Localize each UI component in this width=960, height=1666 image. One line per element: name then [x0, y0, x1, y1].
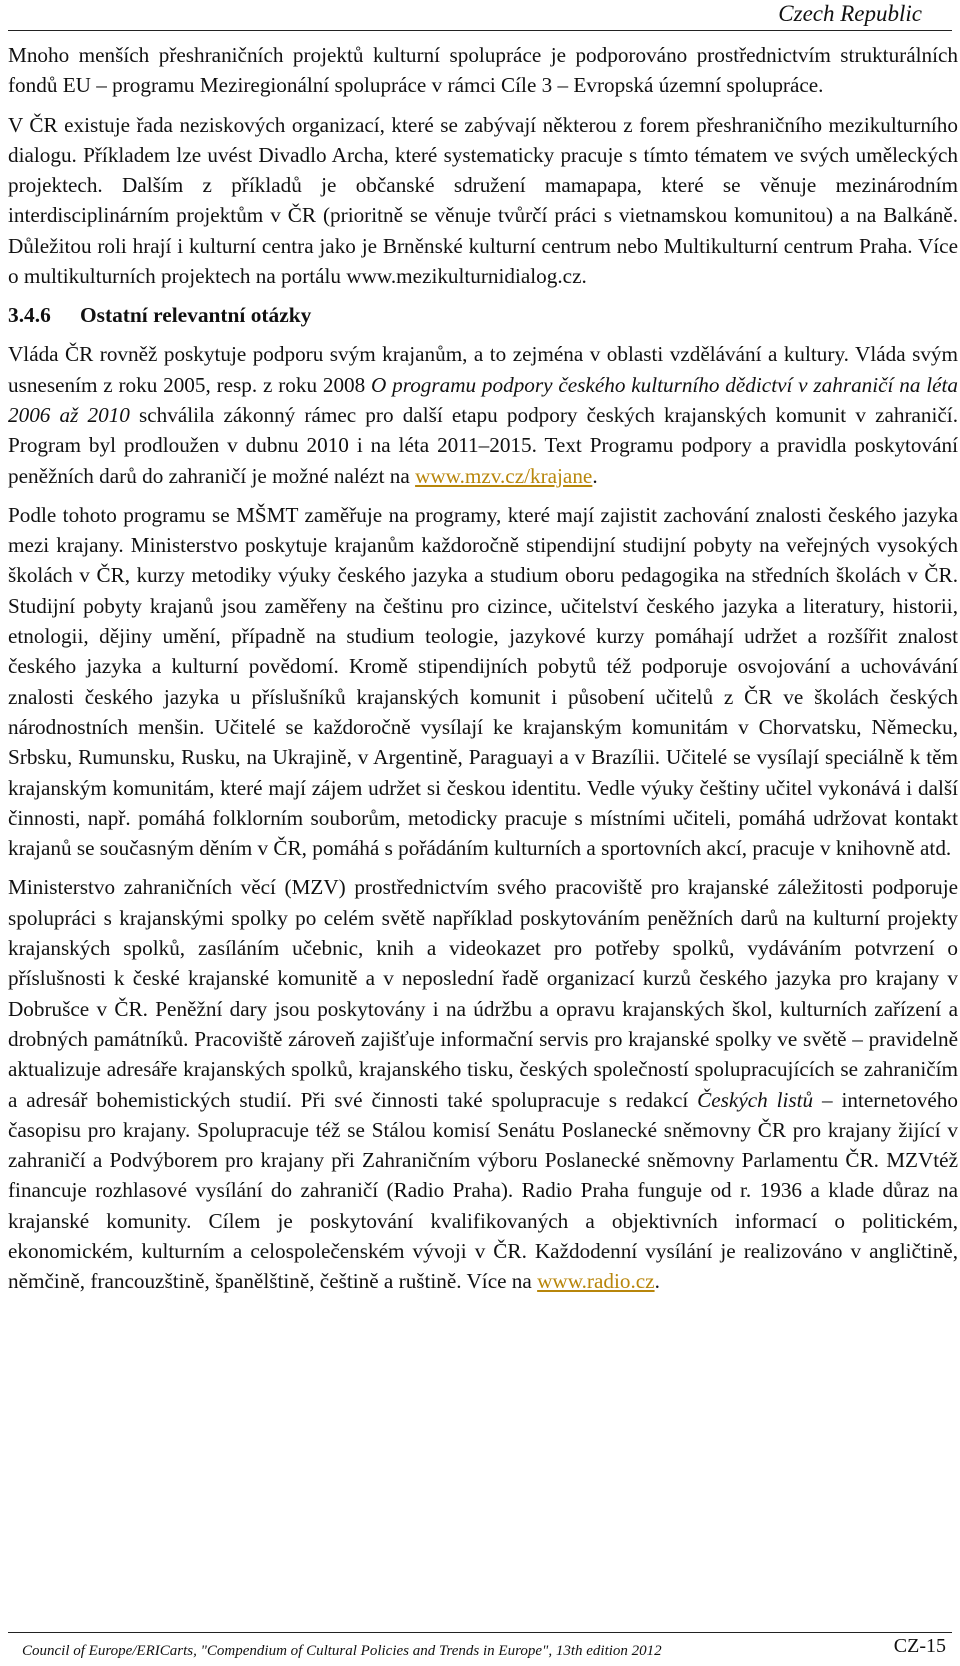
paragraph-text: – internetového časopisu pro krajany. Spolupracuje též se Stálou komisí Senátu Poslanecké sněmovny ČR pro krajany žijící v zahraničí a Podvýborem pro krajany při Zahraničním výboru Poslanecké sněmovny Parlamentu ČR. MZVtéž financuje rozhlasové vysílání do zahraničí (Radio Praha). Radio Praha funguje od r. 1936 a klade důraz na krajanské komunity. Cílem je poskytování kvalifikovaných a objektivních informací o politickém, ekonomickém, kulturním a celospolečenském vývoji v ČR. Každodenní vysílání je realizováno v angličtině, němčině, francouzštině, španělštině, češtině a ruštině. Více na: [8, 1087, 958, 1294]
footer-citation: Council of Europe/ERICarts, "Compendium of Cultural Policies and Trends in Europe", 13th edition 2012: [22, 1643, 662, 1659]
paragraph-cross-border-projects: Mnoho menších přeshraničních projektů kulturní spolupráce je podporováno prostřednictvím strukturálních fondů EU – programu Meziregionální spolupráce v rámci Cíle 3 – Evropská územní spolupráce.: [8, 43, 958, 98]
radio-cz-link[interactable]: www.radio.cz: [537, 1269, 655, 1294]
paragraph-text: schválila zákonný rámec pro další etapu podpory českých krajanských komunit v zahraničí. Program byl prodloužen v dubnu 2010 i na léta 2011–2015. Text Programu podpory a pravidla poskytování peněžních darů do zahraničí je možné nalézt na: [8, 402, 958, 488]
paragraph-text: Ministerstvo zahraničních věcí (MZV) prostřednictvím svého pracoviště pro krajanské záležitosti podporuje spolupráci s krajanskými spolky po celém světě například poskytováním peněžních darů na kulturní projekty krajanských spolků, zasíláním učebnic, knih a videokazet pro potřeby spolků, vydáváním potvrzení o příslušnosti k české krajanské komunitě a v neposlední řadě organizací kurzů českého jazyka pro krajany v Dobrušce v ČR. Peněžní dary jsou poskytovány i na údržbu a opravu krajanských škol, kulturních zařízení a drobných památníků. Pracoviště zároveň zajišťuje informační servis pro krajanské spolky ve světě – pravidelně aktualizuje adresáře krajanských spolků, krajanského tisku, českých společností spolupracujících se zahraničím a adresář bohemistických studií. Při své činnosti také spolupracuje s redakcí: [8, 875, 958, 1112]
paragraph-government-support: [8, 339, 958, 490]
page-header: [8, 0, 952, 31]
paragraph-msmt-programs: Podle tohoto programu se MŠMT zaměřuje na programy, které mají zajistit zachování znalosti českého jazyka mezi krajany. Ministerstvo poskytuje krajanům každoročně stipendijní studijní pobyty na veřejných vysokých školách v ČR, kurzy metodiky výuky českého jazyka a studium oboru pedagogika na středních školách v ČR. Studijní pobyty krajanů jsou zaměřeny na češtinu pro cizince, učitelství českého jazyka a literatury, historii, etnologii, dějiny umění, případně na studium teologie, jazykové kurzy pomáhají udržet a rozšířit znalost českého jazyka a kulturní povědomí. Kromě stipendijních pobytů též podporuje osvojování a uchovávání znalosti českého jazyka u příslušníků krajanských komunit i působení učitelů z ČR ve školách českých národnostních menšin. Učitelé se každoročně vysílají ke krajanským komunitám v Chorvatsku, Německu, Srbsku, Rumunsku, Rusku, na Ukrajině, v Argentině, Paraguayi a v Brazílii. Učitelé se vysílají speciálně k těm krajanským komunitám, které mají zájem udržet si českou identitu. Vedle výuky češtiny učitel vykonává i další činnosti, např. pomáhá folklorním souborům, metodicky pracuje s místními učiteli, pomáhá udržovat kontakt krajanů se současným děním v ČR, pomáhá s pořádáním kulturních a sportovních akcí, pracuje v knihovně atd.: [8, 502, 958, 861]
program-title-italic: O programu podpory českého kulturního dědictví v zahraničí na léta 2006 až 2010: [8, 372, 959, 427]
header-title: Czech Republic: [778, 1, 922, 26]
section-heading: [8, 300, 958, 330]
section-number: 3.4.6: [8, 303, 51, 328]
page-footer: [8, 1632, 952, 1665]
document-body: [8, 40, 958, 1306]
mzv-krajane-link[interactable]: www.mzv.cz/krajane: [415, 463, 593, 488]
page-number: CZ-15: [893, 1635, 946, 1657]
paragraph-end: .: [592, 463, 598, 488]
paragraph-end: .: [654, 1269, 660, 1294]
ceske-listy-italic: Českých listů: [697, 1087, 814, 1112]
section-title: Ostatní relevantní otázky: [80, 303, 312, 328]
paragraph-text: Vláda ČR rovněž poskytuje podporu svým krajanům, a to zejména v oblasti vzdělávání a kultury. Vláda svým usnesením z roku 2005, resp. z roku 2008: [8, 342, 958, 397]
paragraph-ngo-dialogue: V ČR existuje řada neziskových organizací, které se zabývají některou z forem přeshraničního mezikulturního dialogu. Příkladem lze uvést Divadlo Archa, které systematicky pracuje s tímto tématem ve svých uměleckých projektech. Dalším z příkladů je občanské sdružení mamapapa, které se věnuje mezinárodním interdisciplinárním projektům v ČR (prioritně se věnuje tvůrčí práci s vietnamskou komunitou) a na Balkáně. Důležitou roli hrají i kulturní centra jako je Brněnské kulturní centrum nebo Multikulturní centrum Praha. Více o multikulturních projektech na portálu www.mezikulturnidialog.cz.: [8, 112, 958, 289]
paragraph-mzv-activities: [8, 872, 958, 1296]
